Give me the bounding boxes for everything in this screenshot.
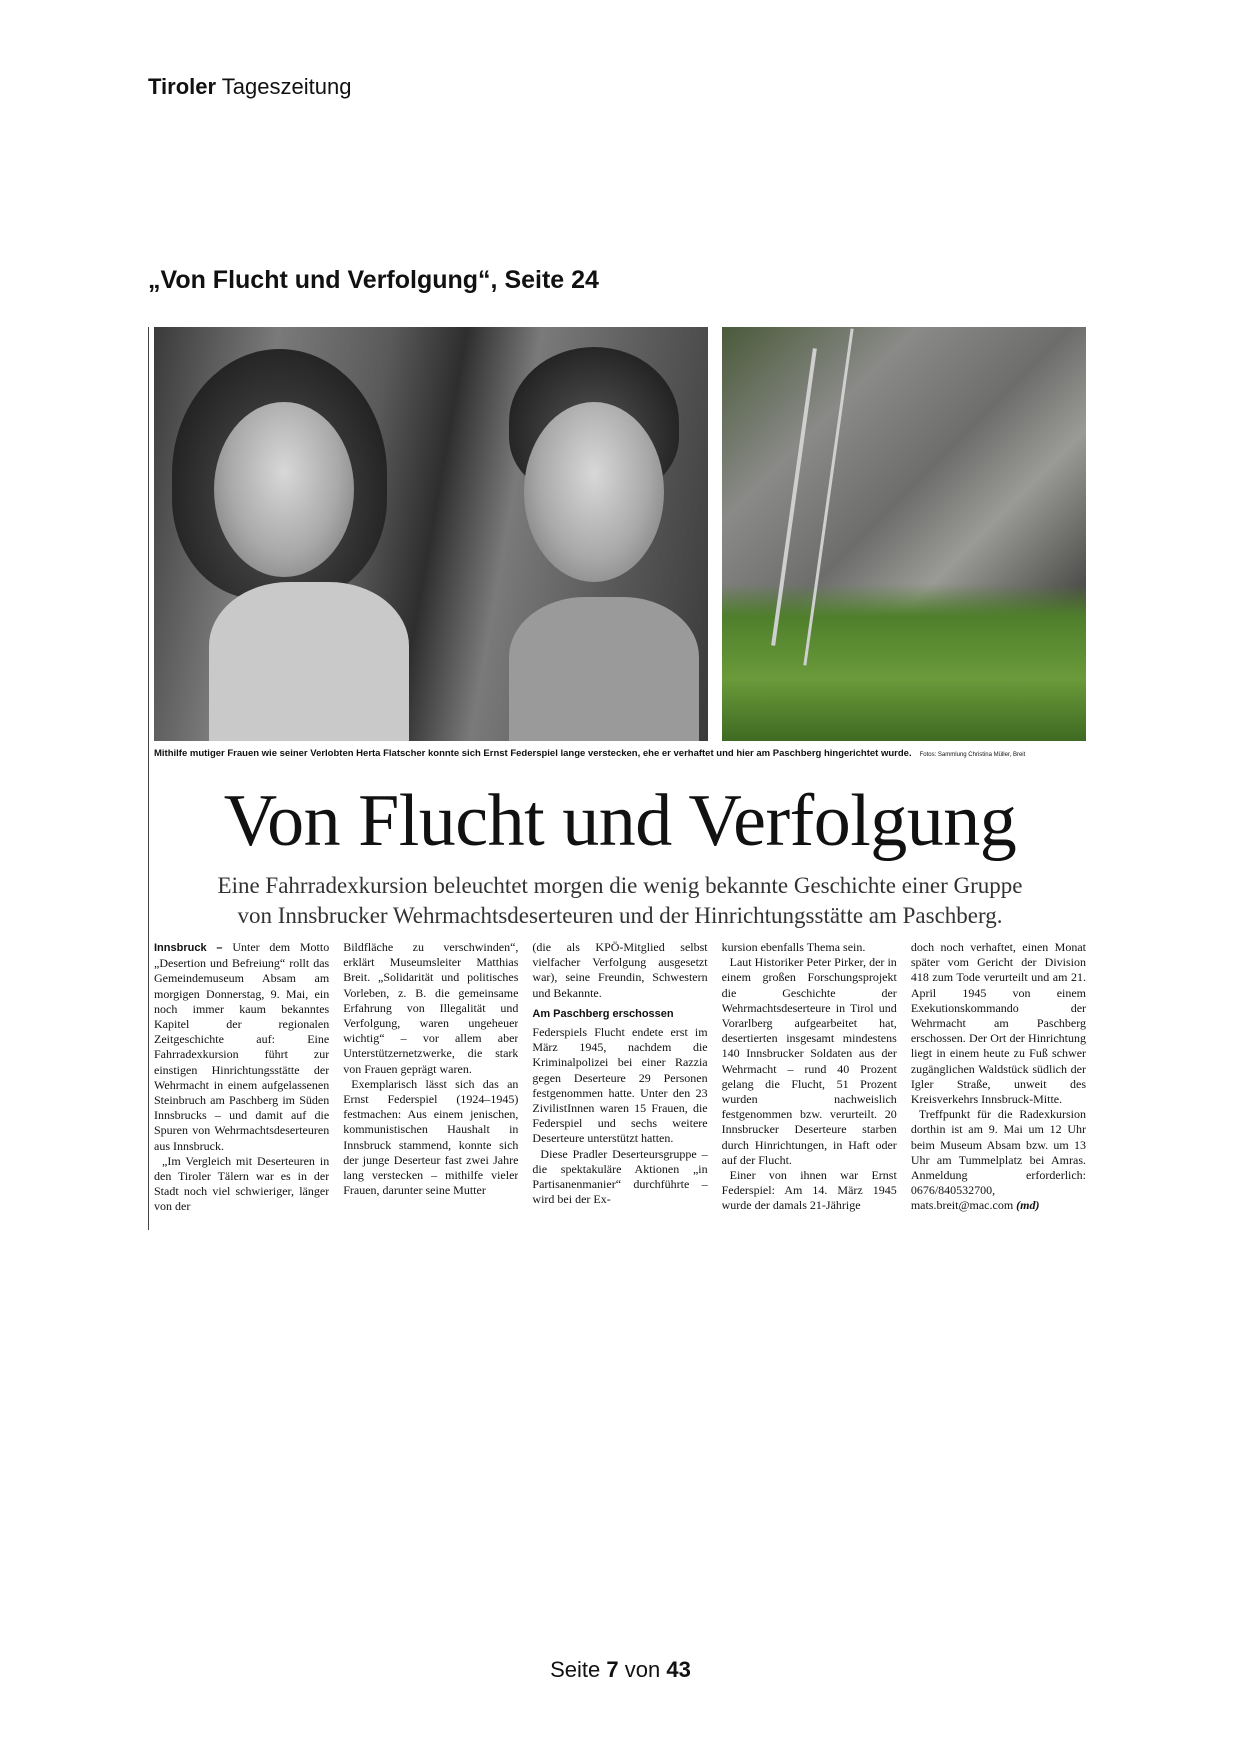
page-number: Seite 7 von 43 [550, 1657, 691, 1682]
paragraph: Treffpunkt für die Radexkursion dorthin ist am 9. Mai um 12 Uhr beim Museum Absam bzw. um 13 Uhr am Tummelplatz bei Amras. Anmeldung erforderlich: 0676/840532700, mats.breit@mac.com (md) [910, 1107, 1087, 1213]
text-column-1 [154, 940, 329, 1232]
rock-quarry-photo [722, 327, 1086, 741]
photo-caption [154, 748, 1086, 759]
subhead-line: von Innsbrucker Wehrmachtsdeserteuren und der Hinrichtungsstätte am Paschberg. [237, 903, 1003, 928]
total-pages: 43 [666, 1657, 691, 1682]
brand-regular: Tageszeitung [221, 74, 352, 99]
portrait-woman-face [214, 402, 354, 577]
paragraph: „Im Vergleich mit Deserteuren in den Tiroler Tälern war es in der Stadt noch viel schwieriger, länger von der [154, 1153, 330, 1214]
portrait-woman-collar [209, 582, 409, 741]
paragraph: Exemplarisch lässt sich das an Ernst Federspiel (1924–1945) festmachen: Aus einem jenischen, kommunistischen Haushalt in Innsbruck stammend, konnte sich der junge Deserteur fast zwei Jahre lang verstecken – mithilfe vieler Frauen, darunter seine Mutter [343, 1076, 519, 1198]
paragraph: (die als KPÖ-Mitglied selbst vielfacher Verfolgung ausgesetzt war), seine Freundin, Schwestern und Bekannte. [532, 940, 708, 1000]
paragraph: Diese Pradler Deserteursgruppe – die spektakuläre Aktionen „in Partisanenmanier“ durchführte – wird bei der Ex- [532, 1146, 708, 1207]
publication-header [148, 74, 351, 100]
portrait-man-collar [509, 597, 699, 741]
current-page: 7 [606, 1657, 619, 1682]
article-subhead [154, 871, 1086, 931]
paragraph: Federspiels Flucht endete erst im März 1945, nachdem die Kriminalpolizei bei einer Razzia gegen Deserteure 29 Personen festgenommen hatte. Unter den 23 ZivilistInnen waren 15 Frauen, die Federspiel und sechs weitere Deserteure unterstützt hatten. [532, 1025, 708, 1146]
paragraph: doch noch verhaftet, einen Monat später vom Gericht der Division 418 zum Tode verurteilt und am 21. April 1945 von einem Exekutionskommando der Wehrmacht am Paschberg erschossen. Der Ort der Hinrichtung liegt in einem heute zu Fuß schwer zugänglichen Waldstück südlich der Igler Straße, unweit des Kreisverkehrs Innsbruck-Mitte. [910, 940, 1087, 1107]
paragraph: kursion ebenfalls Thema sein. [721, 940, 866, 954]
photo-credit: Fotos: Sammlung Christina Müller, Breit [919, 752, 1026, 758]
tree-trunk [771, 348, 817, 646]
text-column-2 [343, 940, 518, 1232]
article-body [154, 940, 1086, 1232]
subhead-line: Eine Fahrradexkursion beleuchtet morgen die wenig bekannte Geschichte einer Gruppe [217, 873, 1023, 898]
paragraph: Laut Historiker Peter Pirker, der in einem großen Forschungsprojekt die Geschichte der Wehrmachtsdeserteure in Tirol und Vorarlberg aufgearbeitet hat, desertierten insgesamt mindestens 140 Innsbrucker Soldaten aus der Wehrmacht – rund 40 Prozent gelang die Flucht, 51 Prozent wurden nachweislich festgenommen bzw. verurteilt. 20 Innsbrucker Deserteure starben durch Hinrichtungen, in Haft oder auf der Flucht. [721, 955, 897, 1167]
article-headline: Von Flucht und Verfolgung [223, 780, 1017, 862]
caption-text: Mithilfe mutiger Frauen wie seiner Verlobten Herta Flatscher konnte sich Ernst Federspiel lange verstecken, ehe er verhaftet und hier am Paschberg hingerichtet wurde. [154, 748, 912, 759]
portrait-man-face [524, 402, 664, 582]
paragraph: Einer von ihnen war Ernst Federspiel: Am 14. März 1945 wurde der damals 21-Jährige [721, 1168, 897, 1213]
author-signature: (md) [1016, 1198, 1040, 1213]
clipping-margin-rule [148, 327, 149, 1230]
clipping-source-title: „Von Flucht und Verfolgung“, Seite 24 [148, 266, 599, 294]
paragraph: Innsbruck – Unter dem Motto „Desertion und Befreiung“ rollt das Gemeindemuseum Absam am morgigen Donnerstag, 9. Mai, ein noch immer kaum bekanntes Kapitel der regionalen Zeitgeschichte auf: Eine Fahrradexkursion führt zur einstigen Hinrichtungsstätte der Wehrmacht in einem aufgelassenen Steinbruch am Paschberg im Süden Innsbrucks – und damit auf die Spuren von Wehrmachtsdeserteuren aus Innsbruck. [154, 940, 330, 1153]
text-column-5 [911, 940, 1086, 1232]
brand-bold: Tiroler [148, 74, 217, 99]
section-subtitle: Am Paschberg erschossen [532, 1007, 674, 1020]
text-column-4 [722, 940, 897, 1232]
newspaper-clipping [154, 327, 1086, 1230]
paragraph: Bildfläche zu verschwinden“, erklärt Museumsleiter Matthias Breit. „Solidarität und politisches Vorleben, z. B. die gemeinsame Erfahrung von Illegalität und Verfolgung, waren ungeheuer wichtig“ – vor allem aber Unterstützernetzwerke, die stark von Frauen geprägt waren. [343, 940, 519, 1076]
text-column-3 [532, 940, 707, 1232]
portrait-photo [154, 327, 708, 741]
dateline: Innsbruck – [154, 942, 223, 954]
